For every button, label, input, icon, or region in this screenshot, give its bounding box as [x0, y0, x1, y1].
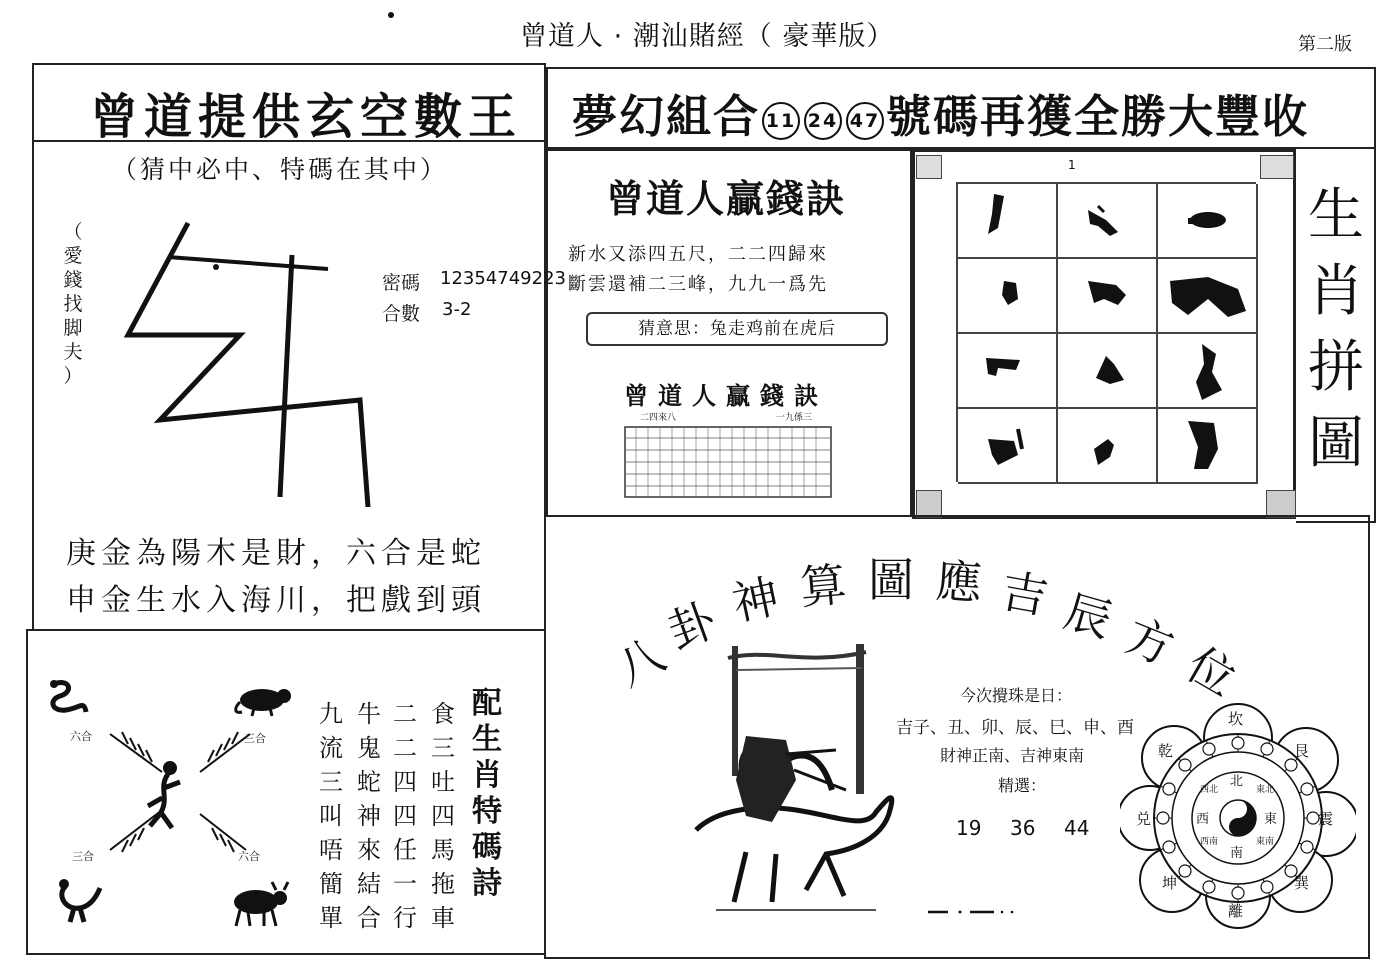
money-secret-title: 曾道人贏錢訣: [606, 176, 847, 221]
harmony-label-tr: 三合: [244, 732, 266, 745]
left-subtitle: （猜中必中、特碼在其中）: [112, 155, 449, 184]
edition-label: 第二版: [1298, 34, 1352, 55]
mini-number-table: [624, 426, 832, 498]
puzzle-corner-tr: [1260, 155, 1294, 179]
banner-dream-combo: 夢幻組合: [572, 90, 761, 143]
bagua-title-char: 卦: [661, 592, 723, 660]
money-line-1: 新水又添四五尺，二二四歸來: [568, 244, 828, 265]
bagua-title-char: 八: [607, 627, 674, 697]
bagua-title-char: 應: [933, 553, 984, 611]
harmony-label-tl: 六合: [70, 730, 92, 743]
dir-southwest: 西南: [1200, 837, 1219, 847]
dir-northeast: 東北: [1256, 785, 1275, 795]
bagua-title-char: 吉: [997, 563, 1052, 625]
password-value: 12354749223: [440, 268, 566, 289]
poem-column-4: 九 流 三 叫 唔 簡 單: [319, 700, 343, 932]
bagua-title-char: 算: [797, 557, 849, 615]
dir-south: 南: [1230, 846, 1244, 861]
picks-label: 精選：: [998, 776, 1047, 795]
puzzle-corner-tl: [916, 155, 942, 179]
mini-title: 曾道人贏錢訣: [624, 381, 828, 410]
zodiac-cell: [1158, 259, 1258, 334]
vertical-note: （ 愛 錢 找 脚 夫 ）: [63, 221, 83, 387]
lucky-branches: 吉子、丑、卯、辰、巳、申、酉: [896, 718, 1134, 738]
trigram-dui: 兑: [1136, 810, 1152, 828]
pick-number: 19: [956, 816, 982, 840]
puzzle-corner-bl: [916, 490, 942, 518]
deity-on-horse-illustration: [676, 640, 912, 930]
dir-north: 北: [1230, 774, 1244, 789]
trigram-kan: 坎: [1228, 710, 1244, 728]
harmony-arrows: [70, 710, 270, 870]
zodiac-cell: [958, 184, 1058, 259]
poem-column-3: 牛 鬼 蛇 神 來 結 合: [357, 700, 381, 932]
bagua-title-char: 圖: [868, 553, 914, 607]
rooster-icon: [52, 876, 108, 926]
pick-number: 36: [1010, 816, 1036, 840]
dir-northwest: 西北: [1200, 785, 1219, 795]
draw-day-label: 今次攪珠是日：: [960, 686, 1073, 705]
bagua-title-char: 方: [1118, 608, 1182, 676]
puzzle-top-mark: 1: [1068, 158, 1076, 172]
harmony-label-bl: 三合: [72, 850, 94, 863]
poem-line-2: 申金生水入海川，把戲到頭: [66, 583, 486, 618]
combo-label: 合數: [382, 303, 421, 325]
zodiac-cell: [958, 259, 1058, 334]
zodiac-cell: [1158, 409, 1258, 484]
mini-label-left: 二四來八: [640, 413, 677, 423]
dir-east: 東: [1264, 812, 1278, 827]
god-directions: 財神正南、吉神東南: [940, 746, 1085, 765]
mystic-glyph: [110, 215, 390, 515]
bagua-title-char: 位: [1178, 636, 1245, 707]
zodiac-puzzle-title: 生 肖 拼 圖: [1308, 183, 1364, 476]
trigram-gen: 艮: [1294, 742, 1310, 760]
left-banner-title: 曾道提供玄空數王: [90, 89, 523, 145]
puzzle-corner-br: [1266, 490, 1296, 518]
poem-title: 配 生 肖 特 碼 詩: [472, 686, 502, 901]
trigram-li: 離: [1228, 902, 1244, 920]
bagua-title-char: 辰: [1058, 583, 1118, 649]
zodiac-cell: [1158, 334, 1258, 409]
pick-number: 44: [1064, 816, 1090, 840]
zodiac-cell: [1058, 334, 1158, 409]
speck-mark: [388, 12, 394, 18]
dir-southeast: 東南: [1256, 837, 1275, 847]
banner-win-text: 號碼再獲全勝大豐收: [886, 90, 1310, 143]
zodiac-cell: [1058, 184, 1158, 259]
zodiac-cell: [958, 409, 1058, 484]
harmony-label-br: 六合: [238, 850, 260, 863]
ox-icon: [224, 880, 294, 928]
trigram-qian: 乾: [1158, 742, 1174, 760]
money-line-2: 斷雲還補二三峰，九九一爲先: [568, 274, 828, 295]
poem-column-1: 食 三 吐 四 馬 拖 車: [431, 700, 455, 932]
number-ball: 24: [804, 102, 842, 140]
zodiac-cell: [1058, 259, 1158, 334]
bagua-title-char: 神: [727, 568, 784, 632]
trigram-zhen: 震: [1318, 810, 1334, 828]
zodiac-cell: [1058, 409, 1158, 484]
money-hint: 猜意思：兔走鸡前在虎后: [586, 312, 888, 346]
right-banner-text: [572, 80, 1309, 145]
zodiac-title-border: [1296, 149, 1376, 523]
dir-west: 西: [1196, 812, 1210, 827]
mini-label-right: 一九係三: [776, 413, 813, 423]
poem-column-2: 二 二 四 四 任 一 行: [393, 700, 417, 932]
page-title: 曾道人 · 潮汕賭經（ 豪華版）: [520, 21, 895, 52]
number-ball: 11: [762, 102, 800, 140]
number-ball: 47: [846, 102, 884, 140]
password-label: 密碼: [382, 272, 421, 294]
trigram-xun: 巽: [1294, 874, 1310, 892]
poem-line-1: 庚金為陽木是財，六合是蛇: [66, 536, 486, 571]
combo-value: 3-2: [442, 299, 472, 320]
footer-dashes: [926, 908, 1026, 916]
trigram-kun: 坤: [1162, 874, 1178, 892]
zodiac-grid: [956, 182, 1256, 482]
zodiac-cell: [958, 334, 1058, 409]
zodiac-cell: [1158, 184, 1258, 259]
